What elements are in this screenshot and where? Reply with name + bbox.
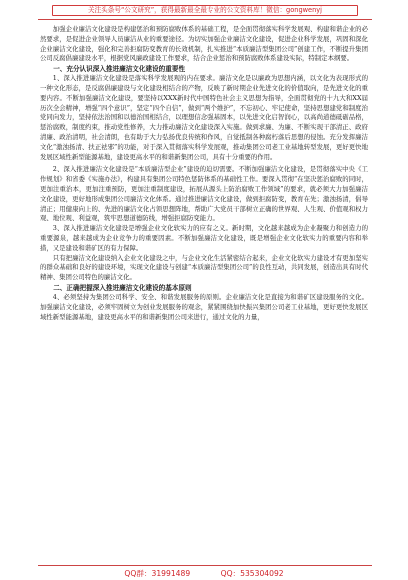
promo-banner: 关注头条号“公文研究”，获得最新最全最专业的公文资料库！微信：gongwenyj [52, 5, 358, 16]
footer-contact [0, 569, 408, 579]
body-paragraph: 加强企业廉洁文化建设是构建惩治和预防腐败体系的基础工程，是全面贯彻落实科学发展观、构建和谐企业的必然要求，是促进企业领导人员廉洁从业的重要途径。为切实加强企业廉洁文化建设，促进企业科学发展，巩固和深化企业廉洁文化建设，强化和完善拒腐防变教育的长效机制，扎实推进“本质廉洁型集团公司”创建工作，不断提升集团公司反腐倡廉建设水平，根据党风廉政建设工作要求，结合企业惩治和预防腐败体系建设实际，特制定本纲要。 [40, 25, 368, 63]
footer-qq-group: QQ群：31991489 [124, 569, 191, 578]
footer-divider [38, 565, 372, 566]
section-heading: 二、正确把握深入推进廉洁文化建设的基本原则 [53, 283, 192, 292]
body-paragraph: 只有把廉洁文化建设纳入企业文化建设之中，与企业文化生活紧密结合起来，企业文化软实力建设才有更加坚实的群众基础和良好的建设环境，实现文化建设与创建“本质廉洁型集团公司”的良性互动，共同发展，创造出具有时代精神、集团公司特色的廉洁文化。 [40, 253, 368, 282]
body-paragraph: 2、深入推进廉洁文化建设是“本质廉洁型企业”建设的迫切需要。不断加强廉洁文化建设，是贯彻落实中央《工作规划》和省委《实施办法》，构建具有集团公司特色惩防体系的基础性工作。要深入贯彻“在坚决惩治腐败的同时，更加注重治本，更加注重预防，更加注重制度建设，拓展从源头上防治腐败工作领域”的要求，就必须大力加强廉洁文化建设，更好地形成集团公司廉洁文化体系。通过推进廉洁文化建设，做到拒腐防变，教育在先；激浊扬清，倡导清正；用健康向上的、先进的廉洁文化占领思想阵地，帮助广大党员干部树立正确的世界观、人生观、价值观和权力观、地位观、利益观，筑牢思想道德防线，增强拒腐防变能力。 [40, 165, 368, 223]
body-paragraph: 3、深入推进廉洁文化建设是增强企业文化软实力的应有之义。新时期，文化越来越成为企业凝聚力和创造力的重要源泉，越来越成为企业竞争力的重要因素。不断加强廉洁文化建设，既是增强企业文化软实力的重要内容和举措，又是建设和谐矿区的有力保障。 [40, 224, 368, 252]
body-paragraph: 4、必须坚持为集团公司科学、安全、和谐发展服务的原则。企业廉洁文化是直接为和谐矿区建设服务的文化。加强廉洁文化建设，必须牢固树立为创业发展服务的观念，紧紧围绕加快振兴集团公司老工业基地，更好更快发展区域性新型能源基地，建设更高水平的和谐新集团公司来进行，通过文化的力量， [40, 292, 368, 321]
section-heading: 一、充分认识深入推进廉洁文化建设的重要性 [53, 65, 186, 74]
document-body [40, 25, 368, 322]
body-paragraph: 1、深入推进廉洁文化建设是落实科学发展观的内在要求。廉洁文化是以廉政为思想内涵，以文化为表现形式的一种文化形态，是反腐倡廉建设与文化建设相结合的产物，反映了新时期企业先进文化的价值取向，是先进文化的重要内容。不断加强廉洁文化建设，要坚持以XXX新时代中国特色社会主义思想为指导，全面贯彻党的十九大和XX届历次全会精神，增强“四个意识”，坚定“四个自信”，做到“两个维护”，不忘初心、牢记使命，坚持思想建党和制度治党同向发力，坚持依法治国和以德治国相结合，以理想信念强基固本，以先进文化启智润心，以高尚道德砥砺品格，惩治腐败，制度约束，推动党性修养，大力推动廉洁文化建设深入实施。做到求廉、为廉、不断实现干部清正、政府清廉、政治清明，社会清朗，也有助于大力弘扬优良传统和作风，自觉抵制各种腐朽落后思想的侵蚀。充分发挥廉洁文化“激浊扬清、扶正祛邪”的功能，对于深入贯彻落实科学发展观，推动集团公司老工业基地转型发展，更好更快地发展区域性新型能源基地，建设更高水平的和谐新集团公司，具有十分重要的作用。 [40, 74, 368, 161]
header-divider [38, 19, 372, 20]
footer-qq: QQ：535304092 [220, 569, 284, 578]
